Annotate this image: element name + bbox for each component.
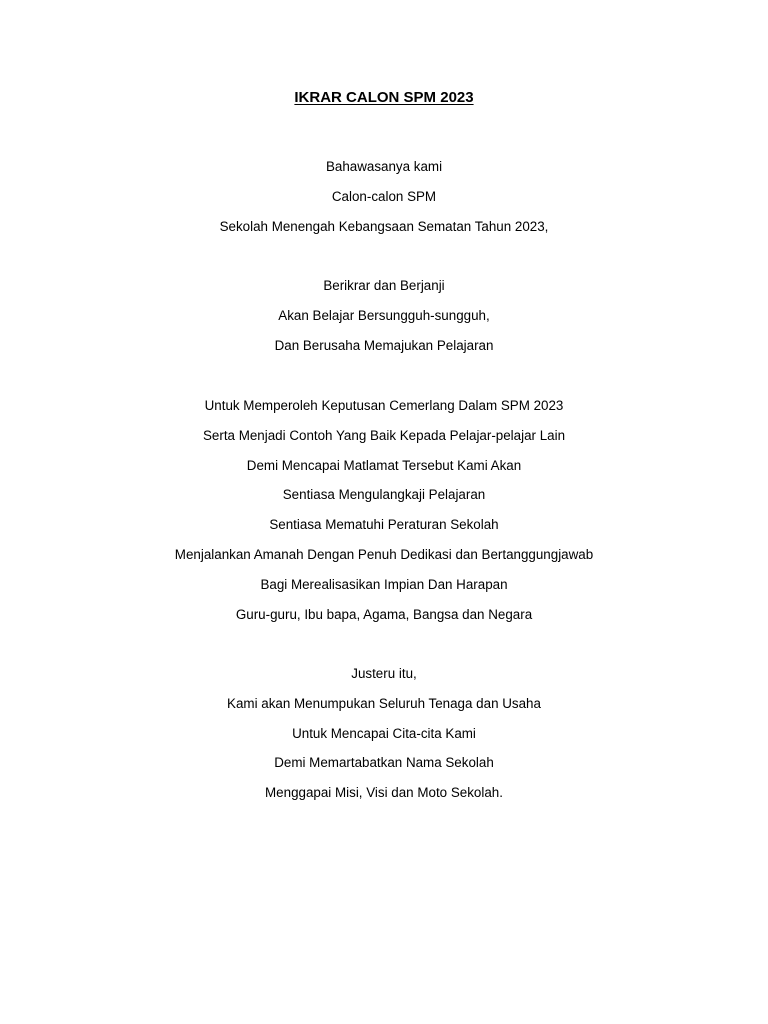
stanza-closing [0, 659, 768, 808]
stanza-line: Berikrar dan Berjanji [323, 278, 445, 293]
stanza-line: Sekolah Menengah Kebangsaan Sematan Tahun 2023, [219, 218, 549, 234]
stanza-line: Serta Menjadi Contoh Yang Baik Kepada Pelajar-pelajar Lain [202, 427, 566, 443]
stanza-line: Bagi Merealisasikan Impian Dan Harapan [260, 576, 508, 592]
stanza-line: Sentiasa Mematuhi Peraturan Sekolah [269, 517, 499, 533]
stanza-line: Menggapai Misi, Visi dan Moto Sekolah. [265, 785, 503, 801]
stanza-opening [0, 152, 768, 241]
stanza-line: Demi Memartabatkan Nama Sekolah [274, 755, 494, 771]
stanza-line: Justeru itu, [351, 666, 417, 681]
stanza-line: Menjalankan Amanah Dengan Penuh Dedikasi dan Bertanggungjawab [174, 546, 594, 562]
stanza-line: Guru-guru, Ibu bapa, Agama, Bangsa dan Negara [235, 606, 533, 622]
stanza-line: Untuk Mencapai Cita-cita Kami [292, 725, 476, 741]
stanza-line: Kami akan Menumpukan Seluruh Tenaga dan Usaha [227, 695, 541, 711]
stanza-line: Akan Belajar Bersungguh-sungguh, [278, 307, 490, 323]
stanza-line: Calon-calon SPM [331, 188, 437, 204]
stanza-goals [0, 391, 768, 629]
stanza-line: Untuk Memperoleh Keputusan Cemerlang Dalam SPM 2023 [204, 398, 564, 413]
stanza-line: Dan Berusaha Memajukan Pelajaran [274, 337, 494, 353]
stanza-line: Demi Mencapai Matlamat Tersebut Kami Akan [246, 457, 522, 473]
stanza-pledge [0, 271, 768, 360]
stanza-line: Bahawasanya kami [325, 159, 443, 174]
document-title: IKRAR CALON SPM 2023 [294, 89, 474, 106]
stanza-line: Sentiasa Mengulangkaji Pelajaran [282, 487, 486, 503]
